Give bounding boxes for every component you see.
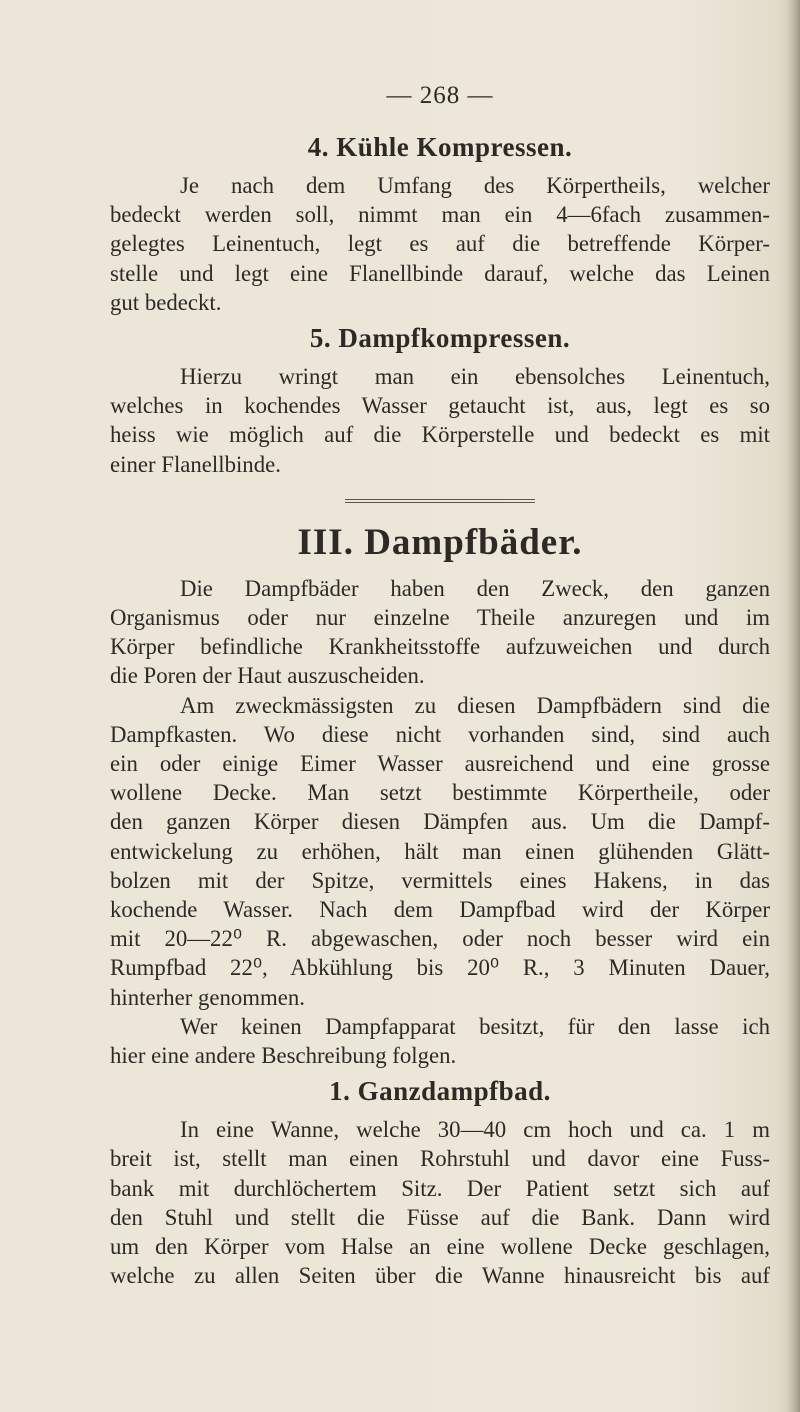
paragraph-ganzdampfbad — [110, 1115, 770, 1290]
page-edge-shadow — [786, 0, 800, 1412]
section-divider — [345, 499, 535, 503]
text-line: Die Dampfbäder haben den Zweck, den ganzen — [180, 575, 770, 601]
text-line: Am zweckmässigsten zu diesen Dampfbädern sind die — [180, 692, 770, 718]
page-content — [110, 82, 770, 1291]
text-line: ein oder einige Eimer Wasser ausreichend und eine grosse — [110, 751, 770, 777]
paragraph-dampfbaeder-method — [110, 691, 770, 1012]
text-line: den ganzen Körper diesen Dämpfen aus. Um die Dampf- — [110, 809, 770, 835]
text-line: breit ist, stellt man einen Rohrstuhl und davor eine Fuss- — [110, 1146, 770, 1172]
text-line: bank mit durchlöchertem Sitz. Der Patient setzt sich auf — [110, 1175, 770, 1201]
heading-dampfkompressen: 5. Dampfkompressen. — [309, 323, 571, 354]
text-line: gelegtes Leinentuch, legt es auf die betreffende Körper- — [110, 231, 770, 257]
text-line: Wer keinen Dampfapparat besitzt, für den lasse ich — [180, 1013, 770, 1039]
text-line: bolzen mit der Spitze, vermittels eines Hakens, in das — [110, 867, 770, 893]
text-line: die Poren der Haut auszuscheiden. — [110, 663, 425, 689]
text-line: Je nach dem Umfang des Körpertheils, welcher — [180, 173, 770, 198]
paragraph-dampfbaeder-intro — [110, 574, 770, 691]
text-line: In eine Wanne, welche 30—40 cm hoch und ca. 1 m — [180, 1117, 770, 1143]
text-line: einer Flanellbinde. — [110, 451, 281, 477]
text-line: gut bedeckt. — [110, 289, 222, 315]
text-line: Hierzu wringt man ein ebensolches Leinentuch, — [180, 364, 770, 390]
paragraph-kuehle-kompressen — [110, 171, 770, 317]
heading-dampfbaeder: III. Dampfbäder. — [297, 521, 583, 563]
page-number: — 268 — — [386, 82, 494, 109]
heading-kuehle-kompressen: 4. Kühle Kompressen. — [307, 132, 573, 162]
text-line: wollene Decke. Man setzt bestimmte Körpertheile, oder — [110, 780, 770, 806]
text-line: hinterher genommen. — [110, 984, 305, 1010]
paragraph-dampfbaeder-alternative — [110, 1012, 770, 1070]
text-line: Rumpfbad 22⁰, Abkühlung bis 20⁰ R., 3 Minuten Dauer, — [110, 955, 770, 981]
text-line: mit 20—22⁰ R. abgewaschen, oder noch besser wird ein — [110, 926, 770, 952]
text-line: welche zu allen Seiten über die Wanne hinausreicht bis auf — [110, 1263, 770, 1289]
text-line: um den Körper vom Halse an eine wollene Decke geschlagen, — [110, 1234, 770, 1260]
text-line: kochende Wasser. Nach dem Dampfbad wird der Körper — [110, 897, 770, 923]
text-line: bedeckt werden soll, nimmt man ein 4—6fach zusammen- — [110, 202, 770, 228]
text-line: Dampfkasten. Wo diese nicht vorhanden sind, sind auch — [110, 721, 770, 747]
text-line: Körper befindliche Krankheitsstoffe aufzuweichen und durch — [110, 634, 770, 660]
text-line: stelle und legt eine Flanellbinde darauf, welche das Leinen — [110, 260, 770, 286]
text-line: den Stuhl und stellt die Füsse auf die Bank. Dann wird — [110, 1204, 770, 1230]
paragraph-dampfkompressen — [110, 362, 770, 479]
text-line: heiss wie möglich auf die Körperstelle und bedeckt es mit — [110, 422, 770, 448]
heading-ganzdampfbad: 1. Ganzdampfbad. — [329, 1076, 551, 1107]
text-line: entwickelung zu erhöhen, hält man einen glühenden Glätt- — [110, 838, 770, 864]
text-line: Organismus oder nur einzelne Theile anzuregen und im — [110, 605, 770, 631]
text-line: hier eine andere Beschreibung folgen. — [110, 1043, 457, 1069]
text-line: welches in kochendes Wasser getaucht ist, aus, legt es so — [110, 393, 770, 419]
